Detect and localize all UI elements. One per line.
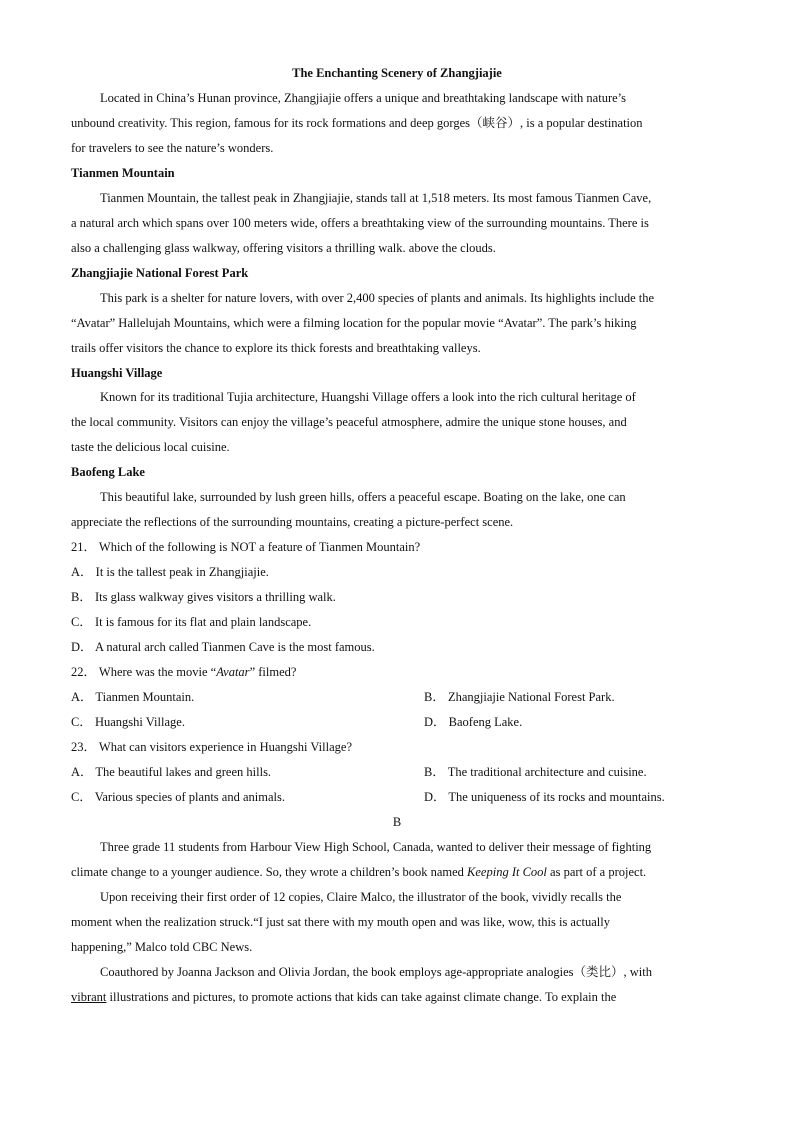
book-title: Keeping It Cool [467,865,547,879]
question-21-option-c: C． It is famous for its flat and plain landscape. [71,615,312,629]
question-22-option-c: C． Huangshi Village. [71,715,185,729]
paragraph-line: Tianmen Mountain, the tallest peak in Zhangjiajie, stands tall at 1,518 meters. Its most famous Tianmen Cave, [100,191,652,205]
passage-b-text: as part of a project. [546,865,647,879]
section-heading-tianmen: Tianmen Mountain [71,166,175,180]
passage-b-line [71,864,646,880]
document-title: The Enchanting Scenery of Zhangjiajie [292,66,502,80]
intro-line: for travelers to see the nature’s wonders. [71,141,274,155]
question-21-option-d: D． A natural arch called Tianmen Cave is the most famous. [71,640,375,654]
passage-b-line: Three grade 11 students from Harbour View High School, Canada, wanted to deliver their message of fighting [100,840,652,854]
paragraph-line: the local community. Visitors can enjoy the village’s peaceful atmosphere, admire the unique stone houses, and [71,415,627,429]
paragraph-line: a natural arch which spans over 100 meters wide, offers a breathtaking view of the surrounding mountains. There is [71,216,649,230]
paragraph-line: Known for its traditional Tujia architecture, Huangshi Village offers a look into the rich cultural heritage of [100,390,636,404]
paragraph-line: appreciate the reflections of the surrounding mountains, creating a picture-perfect scene. [71,515,514,529]
passage-b-line: happening,” Malco told CBC News. [71,940,253,954]
paragraph-line: “Avatar” Hallelujah Mountains, which were a filming location for the popular movie “Avatar”. The park’s hiking [71,316,637,330]
paragraph-line: taste the delicious local cuisine. [71,440,230,454]
question-21-option-a: A． It is the tallest peak in Zhangjiajie. [71,565,269,579]
section-heading-baofeng: Baofeng Lake [71,465,145,479]
question-23-stem: 23． What can visitors experience in Huangshi Village? [71,740,352,754]
underlined-word: vibrant [71,990,107,1004]
question-21-option-b: B． Its glass walkway gives visitors a thrilling walk. [71,590,336,604]
passage-b-line [71,989,616,1005]
passage-b-line: Coauthored by Joanna Jackson and Olivia Jordan, the book employs age-appropriate analogies（类比）, with [100,965,652,979]
paragraph-line: trails offer visitors the chance to explore its thick forests and breathtaking valleys. [71,341,481,355]
question-21-stem: 21． Which of the following is NOT a feature of Tianmen Mountain? [71,540,421,554]
question-22-stem-post: ” filmed? [249,665,297,679]
question-22-stem-italic: Avatar [216,665,250,679]
question-23-option-b: B． The traditional architecture and cuisine. [424,765,647,779]
question-22-stem-pre: 22． Where was the movie “ [71,665,217,679]
passage-b-text: illustrations and pictures, to promote actions that kids can take against climate change. To explain the [106,990,617,1004]
passage-b-line: Upon receiving their first order of 12 copies, Claire Malco, the illustrator of the book, vividly recalls the [100,890,622,904]
section-heading-forest-park: Zhangjiajie National Forest Park [71,266,249,280]
question-23-option-d: D． The uniqueness of its rocks and mountains. [424,790,665,804]
intro-line: Located in China’s Hunan province, Zhangjiajie offers a unique and breathtaking landscape with nature’s [100,91,626,105]
question-23-option-c: C． Various species of plants and animals. [71,790,285,804]
intro-line: unbound creativity. This region, famous for its rock formations and deep gorges（峡谷）, is a popular destination [71,116,643,130]
paragraph-line: also a challenging glass walkway, offering visitors a thrilling walk. above the clouds. [71,241,496,255]
question-23-option-a: A． The beautiful lakes and green hills. [71,765,272,779]
section-b-label: B [392,815,402,829]
passage-b-text: climate change to a younger audience. So, they wrote a children’s book named [71,865,468,879]
question-22-option-d: D． Baofeng Lake. [424,715,523,729]
question-22-option-a: A． Tianmen Mountain. [71,690,195,704]
section-heading-huangshi: Huangshi Village [71,366,163,380]
paragraph-line: This park is a shelter for nature lovers, with over 2,400 species of plants and animals. Its highlights include the [100,291,655,305]
question-22-option-b: B． Zhangjiajie National Forest Park. [424,690,615,704]
passage-b-line: moment when the realization struck.“I just sat there with my mouth open and was like, wow, this is actually [71,915,610,929]
paragraph-line: This beautiful lake, surrounded by lush green hills, offers a peaceful escape. Boating on the lake, one can [100,490,626,504]
question-22-stem [71,664,296,680]
